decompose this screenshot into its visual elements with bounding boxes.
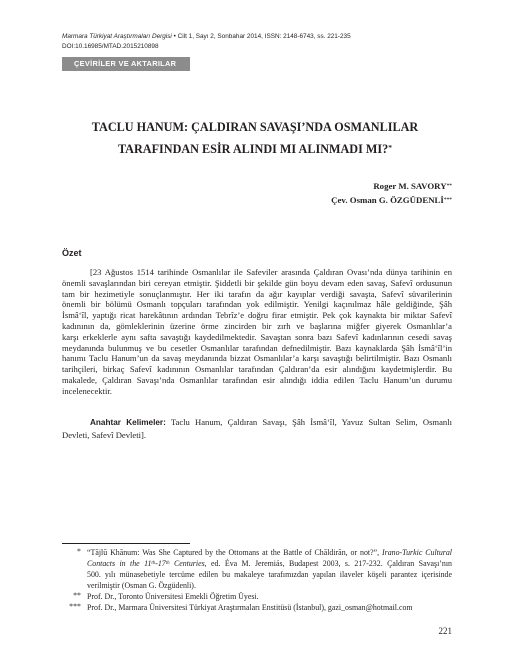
doi: DOI:10.16985/MTAD.2015210898 xyxy=(62,43,159,50)
translator-name: Çev. Osman G. ÖZGÜDENLİ xyxy=(331,195,444,205)
keywords-text: Taclu Hanum, Çaldıran Savaşı, Şâh İsmâ‘îl, Yavuz Sultan Selim, Osmanlı xyxy=(165,417,452,427)
abstract-line: kadınının da, gömleklerinin üzerine örme zincirden bir zırh ve başlarına miğfer giyerek Osmanlılar’a xyxy=(62,320,452,331)
footnote-source xyxy=(62,547,452,591)
footnote-author xyxy=(62,591,452,602)
abstract-line: tarihçileri, birkaç Safevî kadınının Osmanlılar tarafından Çaldıran’da esir alındığını kaydetmişlerdir. Bu xyxy=(62,364,452,375)
abstract-line: hanımı Taclu Hanum’un da savaş meydanında bizzat Osmanlılar’a karşı savaştığı belirtilmiştir. Bazı Osmanlı xyxy=(62,353,452,364)
author xyxy=(331,179,452,193)
footnote-mark: ** xyxy=(73,591,81,600)
abstract-line: makalede, Çaldıran Savaşı’nda Osmanlılar tarafından esir alındığı iddia edilen Taclu Hanum’un durumu xyxy=(62,374,452,385)
footnote-line xyxy=(87,547,452,558)
running-header xyxy=(62,32,351,52)
ordinal-suffix: th xyxy=(165,560,170,566)
keywords-line xyxy=(62,416,452,429)
title-footnote-mark: * xyxy=(388,142,393,152)
journal-meta: • Cilt 1, Sayı 2, Sonbahar 2014, ISSN: 2148-6743, ss. 221-235 xyxy=(171,33,351,40)
abstract-line: karşı erkeklerle aynı safta savaştığı kaydedilmektedir. Savaştan sonra bazı Safevî kadınlarının cesedi savaş xyxy=(62,331,452,342)
abstract-body xyxy=(62,267,452,397)
footnote-mark: *** xyxy=(69,602,81,611)
abstract-line: tam bir hezimetiyle sonuçlanmıştır. Her iki tarafın da ağır kayıplar verdiği savaşta, Safevî süvarilerinin xyxy=(62,288,452,299)
title-line xyxy=(0,138,510,160)
footnote-line: Prof. Dr., Toronto Üniversitesi Emekli Öğretim Üyesi. xyxy=(87,592,259,601)
translator-footnote-mark: *** xyxy=(443,196,452,203)
section-label: ÇEVİRİLER VE AKTARILAR xyxy=(62,57,190,71)
footnote-book-title: Irano-Turkic Cultural xyxy=(382,548,452,557)
footnote-translator xyxy=(62,602,452,613)
keywords-block xyxy=(62,416,452,442)
footnote-separator xyxy=(62,543,190,544)
page-number: 221 xyxy=(438,626,452,636)
keywords-label: Anahtar Kelimeler: xyxy=(90,418,166,427)
title-line-text: TARAFINDAN ESİR ALINDI MI ALINMADI MI? xyxy=(117,142,389,156)
abstract-heading: Özet xyxy=(62,248,82,258)
footnote-line: verilmiştir (Osman G. Özgüdenli). xyxy=(87,581,196,590)
footnote-line xyxy=(87,558,452,569)
abstract-line: incelenecektir. xyxy=(62,385,112,396)
journal-citation-line xyxy=(62,32,351,42)
ordinal-suffix: th xyxy=(151,560,156,566)
title-line: TACLU HANUM: ÇALDIRAN SAVAŞI’NDA OSMANLILAR xyxy=(91,120,419,134)
author-footnote-mark: ** xyxy=(446,182,452,189)
abstract-line: [23 Ağustos 1514 tarihinde Osmanlılar ile Safeviler arasında Çaldıran Ovası’nda dünya tarihinin en xyxy=(90,267,452,277)
abstract-line: önemli savaşlarından biri cereyan etmiştir. Şiddetli bir şekilde gün boyu devam eden savaş, Safevî ordusunun xyxy=(62,277,452,288)
keywords-line: Devleti, Safevî Devleti]. xyxy=(62,430,146,440)
footnote-book-title: Centuries xyxy=(169,559,205,568)
footnote-line: Prof. Dr., Marmara Üniversitesi Türkiyat Araştırmaları Enstitüsü (İstanbul), gazi_osman@hotmail.com xyxy=(87,603,413,612)
footnote-text: “Tājlū Khānum: Was She Captured by the Ottomans at the Battle of Chāldirān, or not?”, xyxy=(87,548,382,557)
footnote-line: 500. yılı münasebetiyle tercüme edilen bu makaleye tarafımızdan yapılan ilaveler köşeli parantez içerisinde xyxy=(87,570,452,579)
footnote-book-title: Contacts in the 11 xyxy=(87,559,152,568)
footnote-text: , ed. Éva M. Jeremiás, Budapest 2003, s. 217-232. Çaldıran Savaşı’nın xyxy=(204,559,452,568)
abstract-line: önemli bir bölümü Osmanlı topçuları tarafından yok edilmiştir. Yenilgi kaçınılmaz hâle geldiğinde, Şâh xyxy=(62,299,452,310)
author-name: Roger M. SAVORY xyxy=(373,181,447,191)
article-title xyxy=(0,116,510,160)
translator xyxy=(331,193,452,207)
author-block xyxy=(331,179,452,207)
journal-name: Marmara Türkiyat Araştırmaları Dergisi xyxy=(62,33,172,40)
abstract-line: meydanında bulunmuş ve bu cesetler Osmanlılar tarafından defnedilmiştir. Bazı kaynaklarda Şâh İsmâ‘îl’in xyxy=(62,342,452,353)
footnote-mark: * xyxy=(77,547,81,556)
abstract-line: İsmâ‘îl, yaptığı ricat harekâtının ardından Tebrîz’e doğru firar etmiştir. Pek çok kaynakta bir miktar Safevî xyxy=(62,310,452,321)
footnote-book-title: -17 xyxy=(155,559,166,568)
footnotes xyxy=(62,547,452,613)
